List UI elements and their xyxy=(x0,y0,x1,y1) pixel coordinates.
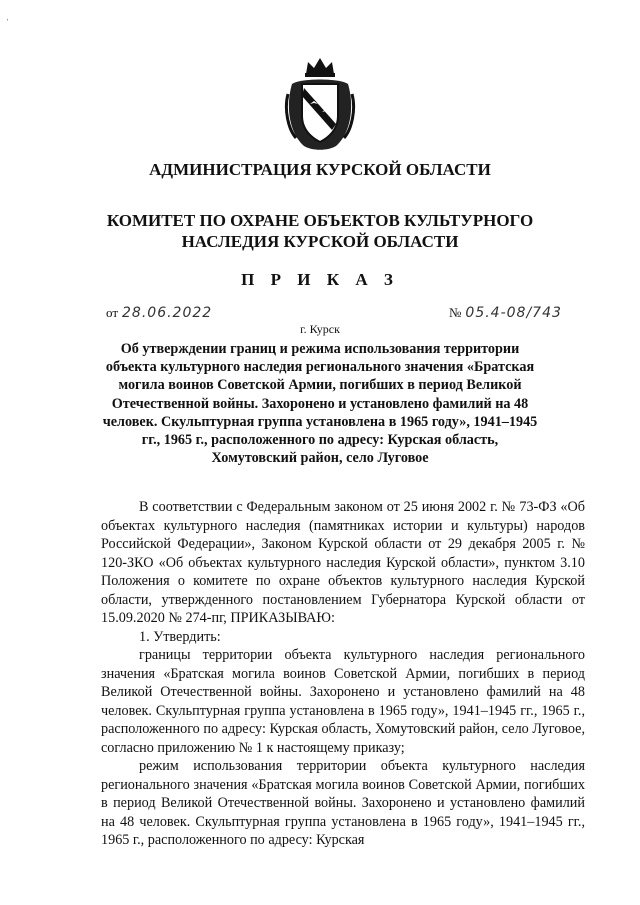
number-prefix: № xyxy=(449,305,462,320)
date-prefix: от xyxy=(106,305,119,320)
preamble-paragraph: В соответствии с Федеральным законом от 25 июня 2002 г. № 73-ФЗ «Об объектах культурного наследия (памятниках истории и культуры) народов Российской Федерации», Законом Курской области от 29 декабря 2005 г. № 120-ЗКО «Об объектах культурного наследия Курской области», пунктом 3.10 Положения о комитете по охране объектов культурного наследия Курской области, утвержденного постановлением Губернатора Курской области от 15.09.2020 № 274-пг, ПРИКАЗЫВАЮ: xyxy=(101,499,585,626)
committee-title: КОМИТЕТ ПО ОХРАНЕ ОБЪЕКТОВ КУЛЬТУРНОГО НАСЛЕДИЯ КУРСКОЙ ОБЛАСТИ xyxy=(106,211,534,251)
order-date: 28.06.2022 xyxy=(122,305,213,321)
kursk-coat-of-arms-icon xyxy=(282,54,358,154)
order-subject: Об утверждении границ и режима использования территории объекта культурного наследия регионального значения «Братская могила воинов Советской Армии, погибших в период Великой Отечественной войны. Захоронено и установлено фамилий на 48 человек. Скульптурная группа установлена в 1965 году», 1941–1945 гг., 1965 г., расположенного по адресу: Курская область, Хомутовский район, село Луговое xyxy=(102,341,538,467)
administration-title: АДМИНИСТРАЦИЯ КУРСКОЙ ОБЛАСТИ xyxy=(149,160,491,179)
boundaries-paragraph: границы территории объекта культурного наследия регионального значения «Братская могила воинов Советской Армии, погибших в период Великой Отечественной войны. Захоронено и установлено фамилий на 48 человек. Скульптурная группа установлена в 1965 году», 1941–1945 гг., 1965 г., расположенного по адресу: Курская область, Хомутовский район, село Луговое, согласно приложению № 1 к настоящему приказу; xyxy=(101,647,585,756)
order-body xyxy=(101,498,585,850)
date-field xyxy=(106,305,212,321)
order-number: 05.4-08/743 xyxy=(465,305,562,321)
document-type: П Р И К А З xyxy=(241,270,399,289)
item-1-heading: 1. Утвердить: xyxy=(139,628,221,645)
number-field xyxy=(449,305,562,321)
corner-mark: ˈ xyxy=(6,18,10,29)
regime-paragraph: режим использования территории объекта культурного наследия регионального значения «Братская могила воинов Советской Армии, погибших в период Великой Отечественной войны. Захоронено и установлено фамилий на 48 человек. Скульптурная группа установлена в 1965 году», 1941–1945 гг., 1965 г., расположенного по адресу: Курская xyxy=(101,758,585,848)
city: г. Курск xyxy=(300,322,340,336)
